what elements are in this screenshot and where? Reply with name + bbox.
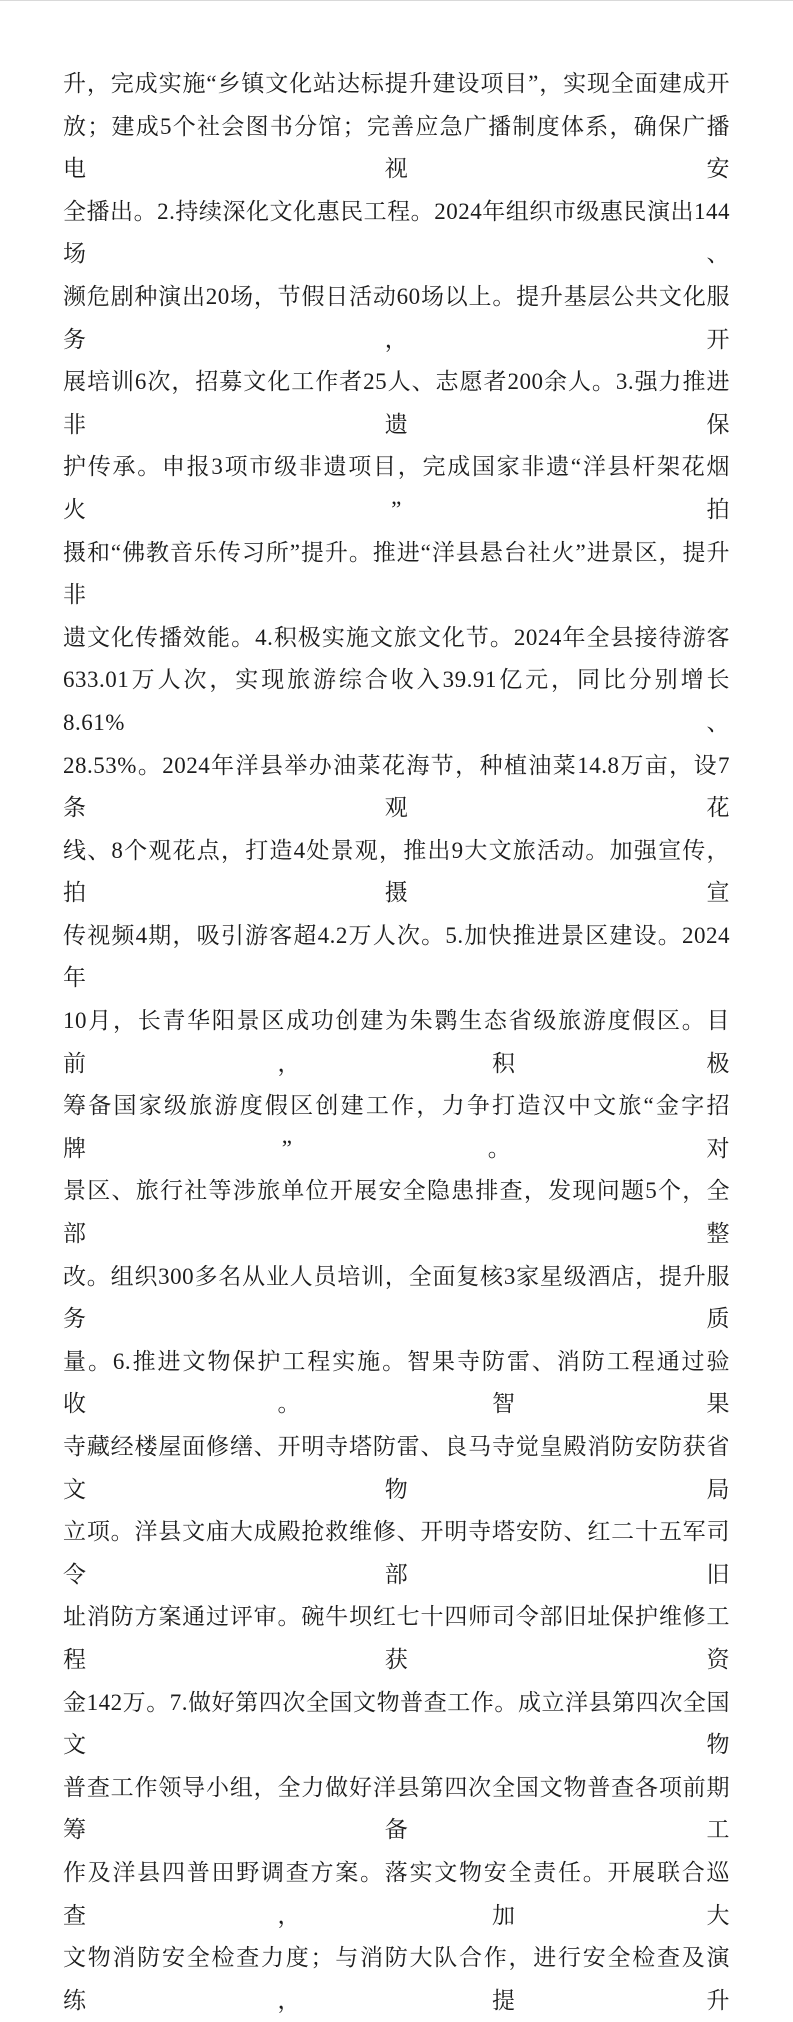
text-line: 放；建成5个社会图书分馆；完善应急广播制度体系，确保广播电视安 — [63, 113, 730, 182]
text-line: 普查工作领导小组，全力做好洋县第四次全国文物普查各项前期筹备工 — [63, 1774, 730, 1843]
text-line: 景区、旅行社等涉旅单位开展安全隐患排查，发现问题5个，全部整 — [63, 1178, 730, 1247]
body-text — [63, 63, 730, 2022]
text-line: 升，完成实施“乡镇文化站达标提升建设项目”，实现全面建成开 — [63, 71, 730, 96]
text-line: 遗文化传播效能。4.积极实施文旅文化节。2024年全县接待游客 — [63, 624, 730, 650]
text-line: 改。组织300多名从业人员培训，全面复核3家星级酒店，提升服务质 — [63, 1263, 730, 1332]
text-line: 金142万。7.做好第四次全国文物普查工作。成立洋县第四次全国文物 — [63, 1689, 730, 1758]
text-line: 立项。洋县文庙大成殿抢救维修、开明寺塔安防、红二十五军司令部旧 — [63, 1519, 730, 1587]
text-line: 展培训6次，招募文化工作者25人、志愿者200余人。3.强力推进非遗保 — [63, 369, 731, 437]
text-line: 量。6.推进文物保护工程实施。智果寺防雷、消防工程通过验收。智果 — [63, 1348, 730, 1417]
text-line: 濒危剧种演出20场，节假日活动60场以上。提升基层公共文化服务，开 — [63, 283, 730, 352]
text-line: 文物消防安全检查力度；与消防大队合作，进行安全检查及演练，提升 — [63, 1945, 730, 2013]
text-line: 筹备国家级旅游度假区创建工作，力争打造汉中文旅“金字招牌”。对 — [63, 1093, 730, 1161]
text-line: 线、8个观花点，打造4处景观，推出9大文旅活动。加强宣传，拍摄宣 — [63, 837, 730, 906]
text-line: 28.53%。2024年洋县举办油菜花海节，种植油菜14.8万亩，设7条观花 — [63, 752, 730, 821]
text-line: 633.01万人次，实现旅游综合收入39.91亿元，同比分别增长8.61%、 — [63, 667, 730, 735]
text-line: 寺藏经楼屋面修缮、开明寺塔防雷、良马寺觉皇殿消防安防获省文物局 — [63, 1434, 730, 1502]
text-line: 10月，长青华阳景区成功创建为朱鹮生态省级旅游度假区。目前，积极 — [63, 1008, 730, 1076]
text-line: 传视频4期，吸引游客超4.2万人次。5.加快推进景区建设。2024年 — [63, 922, 730, 991]
text-line: 摄和“佛教音乐传习所”提升。推进“洋县悬台社火”进景区，提升非 — [63, 539, 730, 608]
text-line: 址消防方案通过评审。碗牛坝红七十四师司令部旧址保护维修工程获资 — [63, 1604, 730, 1672]
text-line: 作及洋县四普田野调查方案。落实文物安全责任。开展联合巡查，加大 — [63, 1859, 730, 1928]
text-line: 护传承。申报3项市级非遗项目，完成国家非遗“洋县杆架花烟火”拍 — [63, 454, 730, 522]
text-line: 全播出。2.持续深化文化惠民工程。2024年组织市级惠民演出144场、 — [63, 198, 730, 267]
